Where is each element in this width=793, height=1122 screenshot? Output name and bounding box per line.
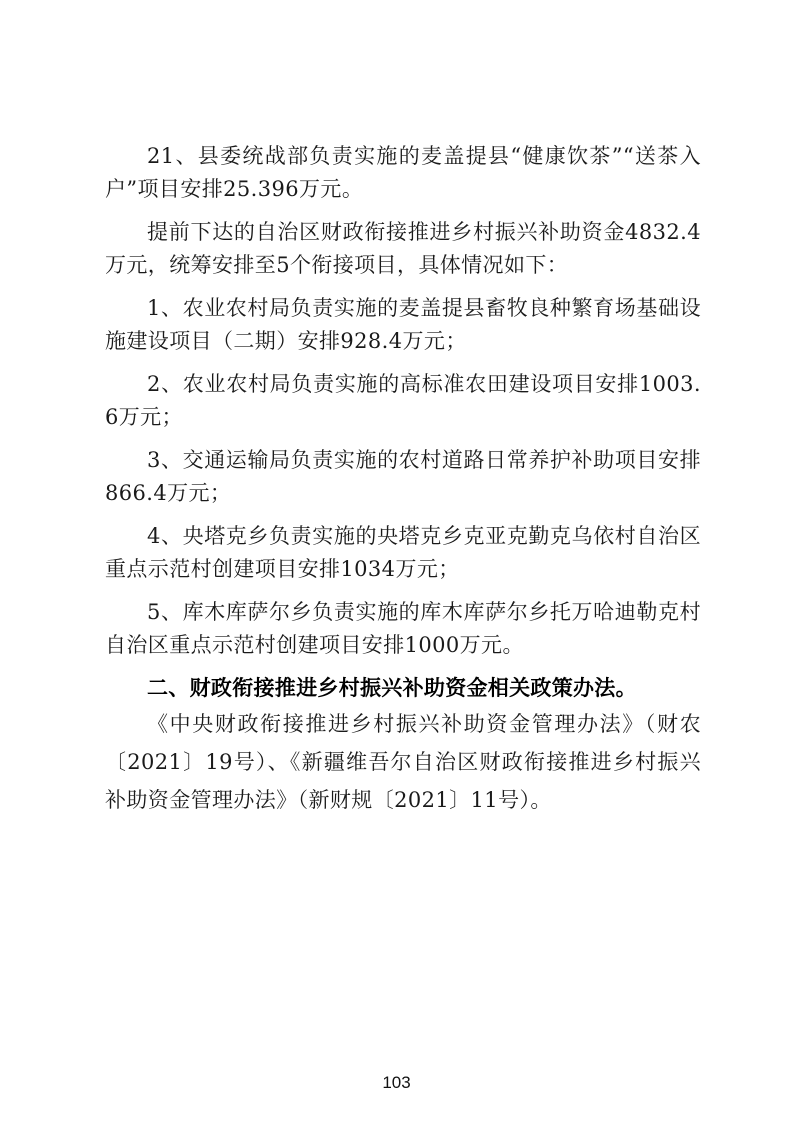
paragraph-item-1-breeding-farm: 1、农业农村局负责实施的麦盖提县畜牧良种繁育场基础设施建设项目（二期）安排928.4万元； [105,296,701,353]
paragraph-item-2-farmland: 2、农业农村局负责实施的高标准农田建设项目安排1003.6万元； [105,372,701,429]
paragraph-item-5-demo-village: 5、库木库萨尔乡负责实施的库木库萨尔乡托万哈迪勒克村自治区重点示范村创建项目安排1000万元。 [105,600,701,657]
page-body [105,140,701,819]
paragraph-item-3-road-maintenance: 3、交通运输局负责实施的农村道路日常养护补助项目安排866.4万元； [105,448,701,505]
page-number: 103 [382,1073,411,1092]
section-heading: 二、财政衔接推进乡村振兴补助资金相关政策办法。 [147,676,637,700]
paragraph-item-4-demo-village: 4、央塔克乡负责实施的央塔克乡克亚克勤克乌依村自治区重点示范村创建项目安排1034万元； [105,524,701,581]
paragraph-funding-overview: 提前下达的自治区财政衔接推进乡村振兴补助资金4832.4万元，统筹安排至5个衔接项目，具体情况如下： [105,220,701,277]
paragraph-policy-documents: 《中央财政衔接推进乡村振兴补助资金管理办法》（财农〔2021〕19号）、《新疆维吾尔自治区财政衔接推进乡村振兴补助资金管理办法》（新财规〔2021〕11号）。 [105,712,701,812]
paragraph-item-21-tea-project: 21、县委统战部负责实施的麦盖提县“健康饮茶”“送茶入户”项目安排25.396万元。 [105,144,701,201]
